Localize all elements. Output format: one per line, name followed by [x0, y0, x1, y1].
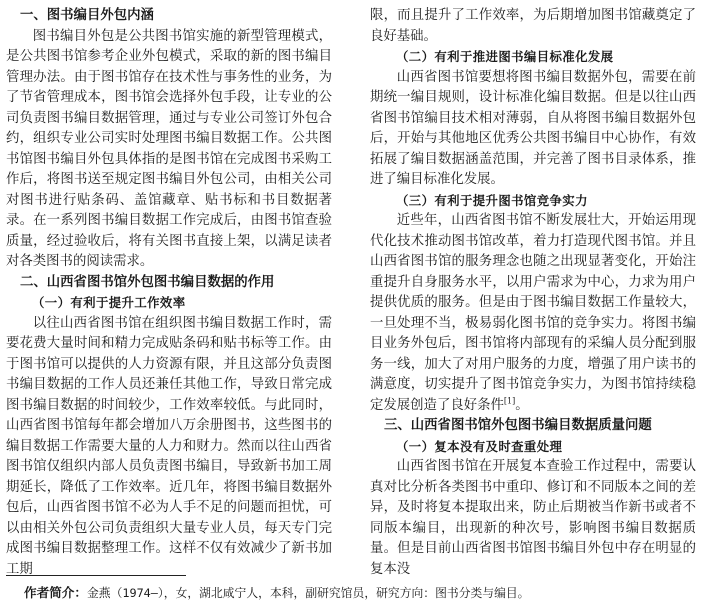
section-2-paragraph-2: 山西省图书馆要想将图书编目数据外包，需要在前期统一编目规则，设计标准化编目数据。但是以往山西省图书馆编目技术相对薄弱，自从将图书编目数据外包后，开始与其他地区优秀公共图书编目中心协作，有效拓展了编目数据涵盖范围，并完善了图书目录体系，推进了编目标准化发展。 [370, 69, 696, 187]
section-3-subheading-1: （一）复本没有及时查重处理 [396, 438, 563, 454]
section-2-subheading-1: （一）有利于提升工作效率 [32, 295, 186, 310]
section-2-heading: 二、山西省图书馆外包图书编目数据的作用 [20, 274, 275, 290]
section-2-subheading-3: （三）有利于提升图书馆竞争实力 [396, 192, 588, 208]
footnote-divider [6, 575, 186, 576]
author-note-text: 金燕（1974—），女，湖北咸宁人，本科，副研究馆员，研究方向：图书分类与编目。 [86, 586, 530, 600]
paragraph-3-text: 近些年，山西省图书馆不断发展壮大，开始运用现代化技术推动图书馆改革，着力打造现代图书馆。并且山西省图书馆的服务理念也随之出现显著变化，开始注重提升自身服务水平，以用户需求为中心，力求为用户提供优质的服务。但是由于图书编目数据工作量较大，一旦处理不当，极易弱化图书馆的竞争实力。将图书编目业务外包后，图书馆将内部现有的采编人员分配到服务一线，加大了对用户服务的力度，增强了用户读书的满意度，切实提升了图书馆竞争实力，为图书馆持续稳定发展创造了良好条件 [370, 213, 696, 413]
section-2-subheading-2: （二）有利于推进图书编目标准化发展 [396, 49, 614, 64]
paragraph-3-end: 。 [515, 397, 529, 413]
citation-ref: [1] [503, 396, 516, 406]
section-2-paragraph-3 [370, 211, 696, 416]
section-1-heading: 一、图书编目外包内涵 [20, 8, 154, 23]
section-3-heading: 三、山西省图书馆外包图书编目数据质量问题 [384, 418, 652, 433]
left-column [6, 6, 332, 580]
section-2-paragraph-1-continued: 限，而且提升了工作效率，为后期增加图书馆藏奠定了良好基础。 [370, 8, 696, 44]
author-note-label: 作者简介： [24, 585, 87, 600]
right-column [370, 6, 696, 580]
author-note [24, 583, 684, 603]
section-1-paragraph: 图书编目外包是公共图书馆实施的新型管理模式，是公共图书馆参考企业外包模式，采取的新的图书编目管理办法。由于图书馆存在技术性与事务性的业务，为了节省管理成本，图书馆会选择外包手段，让专业的公司负责图书编目数据管理，通过与专业公司签订外包合约，组织专业公司实时处理图书编目数据工作。公共图书馆图书编目外包具体指的是图书馆在完成图书采购工作后，将图书送至规定图书编目外包公司，由相关公司对图书进行贴条码、盖馆藏章、贴书标和书目数据著录。在一系列图书编目数据工作完成后，由图书馆查验质量，经过验收后，将有关图书直接上架，以满足读者对各类图书的阅读需求。 [6, 28, 332, 269]
section-3-paragraph-1: 山西省图书馆在开展复本查验工作过程中，需要认真对比分析各类图书中重印、修订和不同版本之间的差异，及时将复本提取出来，防止后期被当作新书或者不同版本编目，出现新的种次号，影响图书编目数据质量。但是目前山西省图书馆图书编目外包中存在明显的复本没 [370, 459, 696, 577]
section-2-paragraph-1: 以往山西省图书馆在组织图书编目数据工作时，需要花费大量时间和精力完成贴条码和贴书标等工作。由于图书馆可以提供的人力资源有限，并且这部分负责图书编目数据的工作人员还兼任其他工作，导致日常完成图书编目数据的时间较少，工作效率较低。与此同时，山西省图书馆每年都会增加八万余册图书，这些图书的编目数据工作需要大量的人力和财力。然而以往山西省图书馆仅组织内部人员负责图书编目，导致新书加工周期延长，降低了工作效率。近几年，将图书编目数据外包后，山西省图书馆不必为人手不足的问题而担忧，可以由相关外包公司负责组织大量专业人员，每天专门完成图书编目数据整理工作。这样不仅有效减少了新书加工期 [6, 315, 332, 577]
